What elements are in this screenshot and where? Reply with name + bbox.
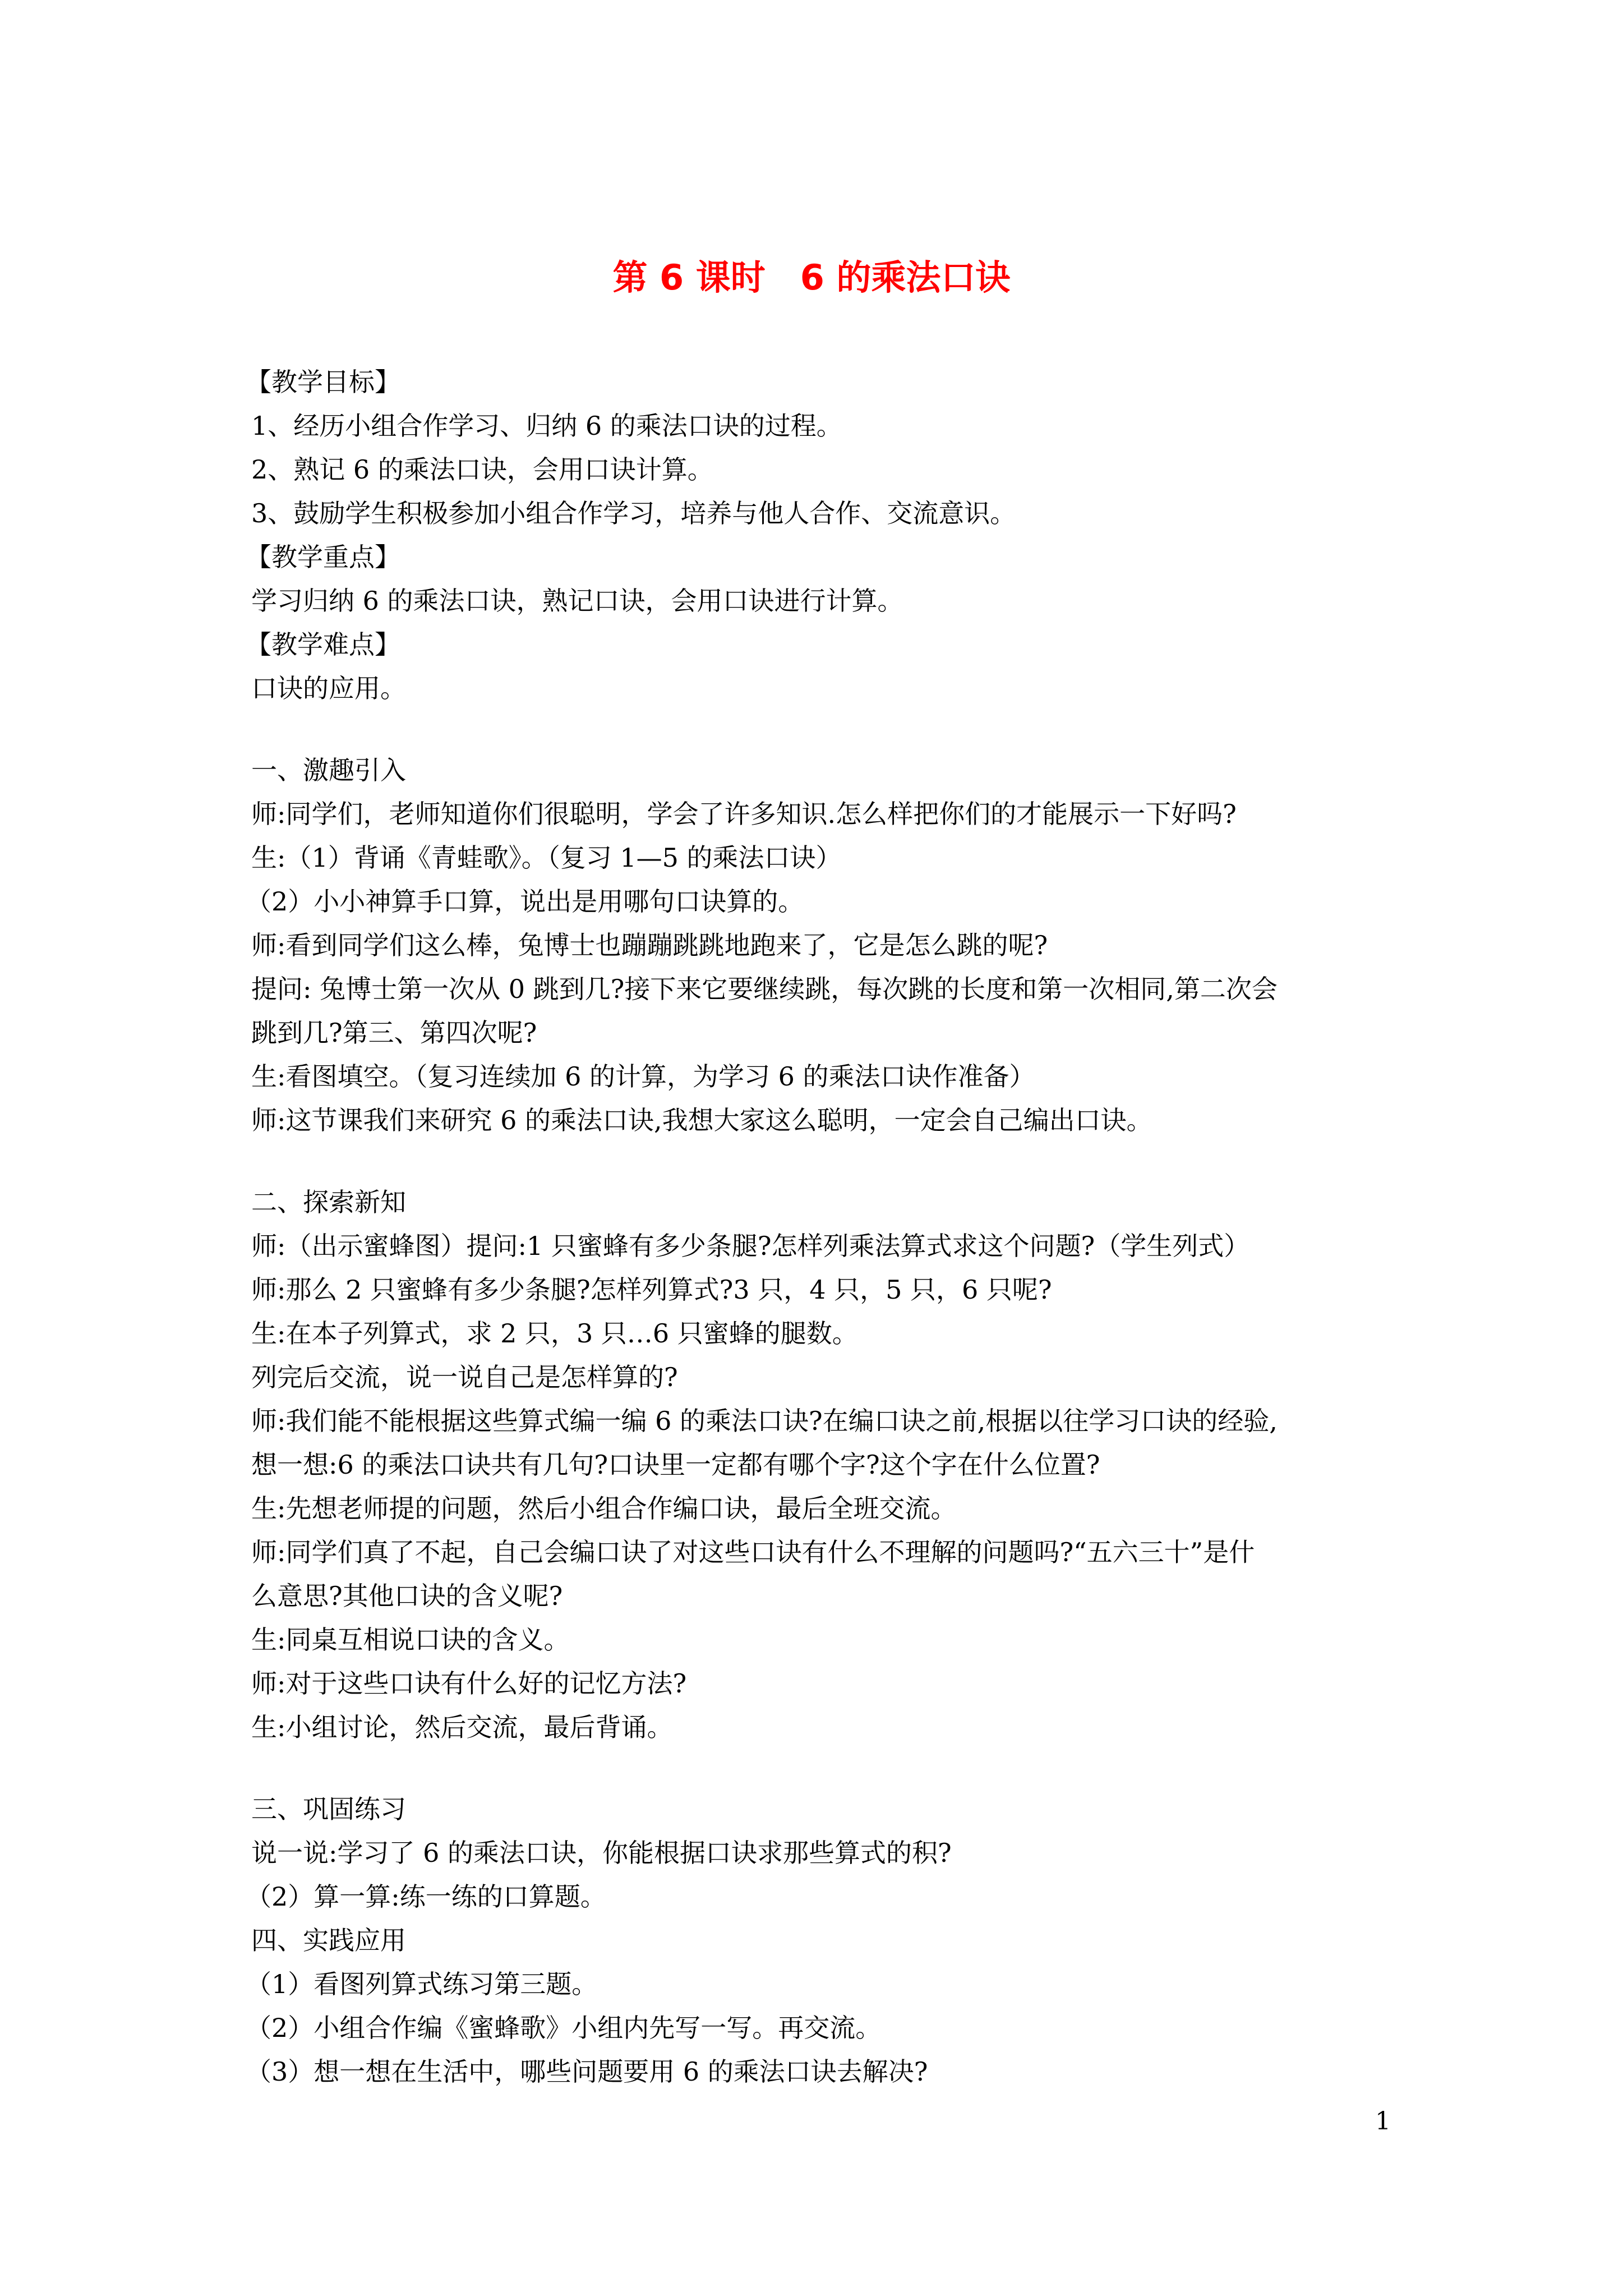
text-line: 列完后交流，说一说自己是怎样算的? (251, 1362, 678, 1392)
text-line: 生:在本子列算式，求 2 只，3 只…6 只蜜蜂的腿数。 (251, 1318, 858, 1349)
page-number: 1 (1375, 2107, 1391, 2136)
bracket-line: （2）小组合作编《蜜蜂歌》小组内先写一写。再交流。 (246, 2013, 882, 2043)
text-line: 师:那么 2 只蜜蜂有多少条腿?怎样列算式?3 只，4 只，5 只，6 只呢? (251, 1274, 1052, 1305)
text-line: 想一想:6 的乘法口诀共有几句?口诀里一定都有哪个字?这个字在什么位置? (251, 1450, 1100, 1480)
document-body (246, 360, 1407, 2093)
text-line: 一、激趣引入 (251, 755, 406, 785)
bracket-line: （2）小小神算手口算，说出是用哪句口诀算的。 (246, 886, 804, 917)
text-line: 师:对于这些口诀有什么好的记忆方法? (251, 1668, 687, 1699)
text-line: 生:同桌互相说口诀的含义。 (251, 1625, 570, 1655)
text-line: 1、经历小组合作学习、归纳 6 的乘法口诀的过程。 (251, 411, 842, 441)
text-line: 提问: 兔博士第一次从 0 跳到几?接下来它要继续跳，每次跳的长度和第一次相同,第二次会 (251, 974, 1278, 1004)
bracket-line: 【教学重点】 (246, 542, 400, 572)
text-line: 口诀的应用。 (251, 673, 406, 703)
text-line: 师:同学们，老师知道你们很聪明，学会了许多知识.怎么样把你们的才能展示一下好吗? (251, 799, 1237, 829)
text-line: 生:小组讨论，然后交流，最后背诵。 (251, 1712, 673, 1742)
text-line: 四、实践应用 (251, 1925, 406, 1955)
text-line: 师:同学们真了不起，自己会编口诀了对这些口诀有什么不理解的问题吗?“五六三十”是什 (251, 1537, 1255, 1567)
text-line: 生:（1）背诵《青蛙歌》。（复习 1—5 的乘法口诀） (251, 843, 842, 873)
text-line: 么意思?其他口诀的含义呢? (251, 1581, 563, 1611)
text-line: 2、熟记 6 的乘法口诀，会用口诀计算。 (251, 454, 713, 485)
bracket-line: （3）想一想在生活中，哪些问题要用 6 的乘法口诀去解决? (246, 2056, 928, 2087)
text-line: 三、巩固练习 (251, 1794, 406, 1824)
text-line: 3、鼓励学生积极参加小组合作学习，培养与他人合作、交流意识。 (251, 498, 1016, 528)
text-line: 生:先想老师提的问题，然后小组合作编口诀，最后全班交流。 (251, 1493, 957, 1524)
bracket-line: 【教学难点】 (246, 629, 400, 660)
text-line: 师:（出示蜜蜂图）提问:1 只蜜蜂有多少条腿?怎样列乘法算式求这个问题?（学生列式） (251, 1231, 1250, 1261)
paragraph-gap (251, 1142, 1407, 1180)
text-line: 师:看到同学们这么棒，兔博士也蹦蹦跳跳地跑来了，它是怎么跳的呢? (251, 930, 1048, 960)
text-line: 跳到几?第三、第四次呢? (251, 1018, 537, 1048)
document-title: 第 6 课时 6 的乘法口诀 (612, 257, 1011, 298)
text-line: 生:看图填空。（复习连续加 6 的计算，为学习 6 的乘法口诀作准备） (251, 1061, 1035, 1092)
text-line: 师:我们能不能根据这些算式编一编 6 的乘法口诀?在编口诀之前,根据以往学习口诀的经验, (251, 1406, 1278, 1436)
bracket-line: （2）算一算:练一练的口算题。 (246, 1881, 606, 1912)
bracket-line: （1）看图列算式练习第三题。 (246, 1969, 598, 1999)
paragraph-gap (251, 1749, 1407, 1787)
bracket-line: 【教学目标】 (246, 367, 400, 397)
text-line: 学习归纳 6 的乘法口诀，熟记口诀，会用口诀进行计算。 (251, 586, 903, 616)
text-line: 说一说:学习了 6 的乘法口诀，你能根据口诀求那些算式的积? (251, 1838, 952, 1868)
text-line: 二、探索新知 (251, 1187, 406, 1217)
paragraph-gap (251, 710, 1407, 748)
text-line: 师:这节课我们来研究 6 的乘法口诀,我想大家这么聪明，一定会自己编出口诀。 (251, 1105, 1152, 1135)
